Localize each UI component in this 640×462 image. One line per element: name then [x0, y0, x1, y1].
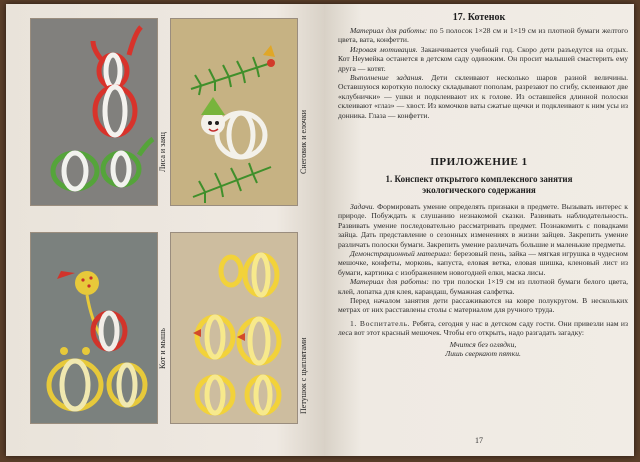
rooster-chicks-illustration — [171, 233, 297, 423]
demo-paragraph — [338, 249, 628, 277]
caption-rooster-chicks: Петушок с цыплятами — [299, 337, 308, 414]
appendix-title: ПРИЛОЖЕНИЕ 1 — [430, 156, 528, 168]
photo-fox-hare — [30, 18, 158, 206]
fox-hare-illustration — [31, 19, 157, 205]
caption-snowman: Снеговик и елочки — [299, 109, 308, 174]
tasks-text: Формировать умение определять признаки в предмете. Вызывать интерес к природе. Побуждать к слушанию незнакомой сказки. Развивать наблюдательность. Развивать умение последовательно рассматривать предмет. Познакомить с повадками зайца. Дать представление о сезонных изменениях в жизни зайцев. Закрепить умение различать полоски бумаги. Закрепить умение различать большие и маленькие предметы. — [338, 202, 628, 249]
educator-label: 1. Воспитатель. — [350, 318, 411, 328]
tasks-label: Задачи. — [350, 202, 375, 211]
kitten-execution-paragraph — [338, 73, 628, 120]
execution-label: Выполнение задания. — [350, 73, 424, 83]
motivation-label: Игровая мотивация. — [350, 44, 418, 54]
demo-text: березовый пень, зайка — мягкая игрушка в чудесном мешочке, конфеты, морковь, капуста, еловая ветка, еловая шишка, кленовый лист из бумаги, картинка с изображением новогодней елки, маска лисы. — [338, 249, 628, 277]
before-paragraph: Перед началом занятия дети рассаживаются на ковре полукругом. В нескольких метрах от них расставлены столы с материалом для ручного труда. — [338, 296, 628, 315]
tasks-paragraph — [338, 202, 628, 249]
materials-label: Материал для работы: — [350, 26, 428, 35]
riddle — [338, 340, 628, 359]
demo-label: Демонстрационный материал: — [350, 249, 452, 259]
left-page — [6, 4, 324, 456]
snowman-illustration — [171, 19, 297, 205]
execution-text: Дети склеивают несколько шаров разной величины. Оставшуюся короткую полоску складывают пополам, разрезают по сгибу, склеивают две «клубнички» — ушки и подклеивают их к голове. Из оставшейся длинной полоски склеивают «глаз» — хвост. Из комочков ваты сжатые щечки и подклеивают к ним усы из донника. Глаза — конфетти. — [338, 73, 628, 120]
educator-text: Ребята, сегодня у нас в детском саду гости. Они привезли нам из леса вот этот красный мешочек. Чтобы его открыть, надо разгадать загадку: — [338, 318, 628, 338]
motivation-text: Заканчивается учебный год. Скоро дети разъедутся на отдых. Кот Неумейка останется в детском саду одиноким. Он просит малышей смастерить ему друга — котят. — [338, 44, 628, 73]
materials-text: по 5 полосок 1×28 см и 1×19 см из плотной бумаги желтого цвета, вата, конфетти. — [338, 26, 628, 45]
riddle-line-2: Лишь сверкают пятки. — [445, 349, 521, 359]
riddle-line-1: Мчится без оглядки, — [449, 339, 517, 349]
photo-rooster-chicks — [170, 232, 298, 424]
kitten-materials-paragraph — [338, 26, 628, 45]
photo-snowman — [170, 18, 298, 206]
photo-cat-mouse — [30, 232, 158, 424]
work-text: по три полоски 1×19 см из плотной бумаги белого цвета, клей, лопатка для клея, карандаш, бумажная салфетка. — [338, 277, 628, 296]
work-label: Материал для работы: — [350, 277, 429, 287]
appendix-subtitle: 1. Конспект открытого комплексного занятия экологического содержания — [385, 174, 573, 195]
caption-fox-hare: Лиса и заяц — [158, 132, 167, 172]
kitten-motivation-paragraph — [338, 45, 628, 73]
educator-paragraph — [338, 319, 628, 338]
appendix-text-block — [338, 202, 628, 359]
cat-mouse-illustration — [31, 233, 157, 423]
book-spread — [6, 4, 634, 456]
work-paragraph — [338, 277, 628, 296]
page-number: 17 — [475, 436, 483, 445]
caption-cat-mouse: Кот и мышь — [158, 328, 167, 369]
kitten-text-block — [338, 26, 628, 120]
kitten-heading: 17. Котенок — [452, 12, 506, 23]
